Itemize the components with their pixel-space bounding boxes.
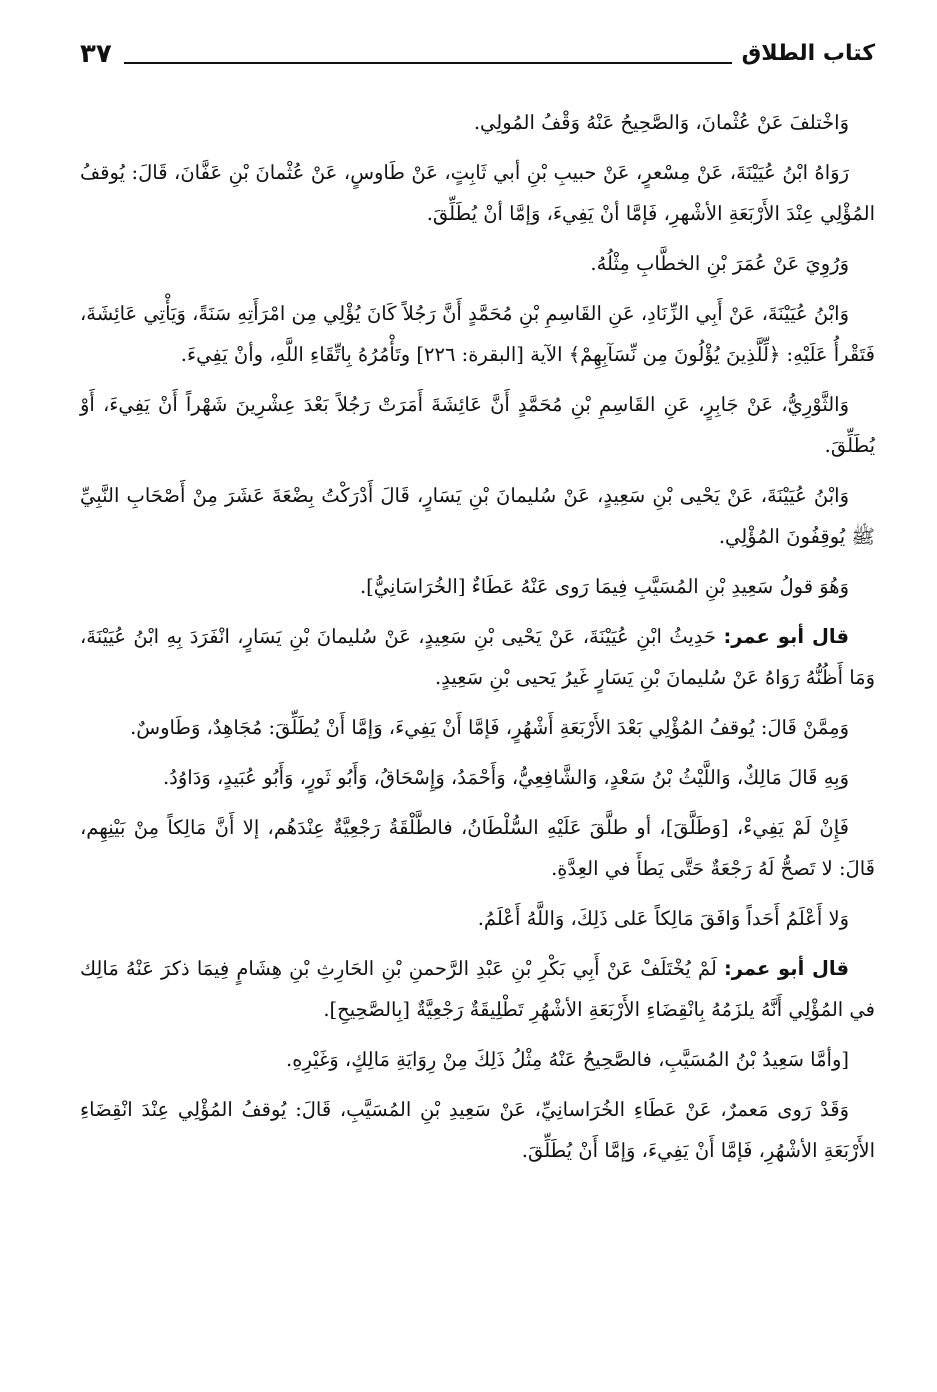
paragraph [80, 243, 875, 284]
paragraph-text: وَمِمَّنْ قَالَ: يُوقفُ المُؤْلِي بَعْدَ الأَرْبَعَةِ أَشْهُرٍ، فَإمَّا أَنْ يَفِيءَ، وَإمَّا أَنْ يُطَلِّقَ: مُجَاهِدٌ، وَطَاوسٌ. [130, 716, 849, 739]
paragraph-text: وَاخْتلفَ عَنْ عُثْمانَ، وَالصَّحِيحُ عَنْهُ وَقْفُ المُولِي. [473, 111, 849, 134]
paragraph [80, 1039, 875, 1080]
paragraph-text: وَابْنُ عُيَيْنَةَ، عَنْ أَبِي الزِّنَادِ، عَنِ القَاسِمِ بْنِ مُحَمَّدٍ أَنَّ رَجُلاً كَانَ يُؤْلِي مِن امْرَأَتِهِ سَنَةً، وَيَأْتِي عَائِشَةَ، فَتَقْرأُ عَلَيْهِ: ﴿لِّلَّذِينَ يُؤْلُونَ مِن نِّسَآبِهِمْ﴾ الآية [البقرة: ٢٢٦] وتَأْمُرُهُ بِاتِّقَاءِ اللَّهِ، وأنْ يَفِيءَ. [80, 302, 875, 366]
running-header [80, 28, 875, 68]
paragraph [80, 898, 875, 939]
paragraph-text: رَوَاهُ ابْنُ عُيَيْنَةَ، عَنْ مِسْعرٍ، عَنْ حبيبِ بْنِ أبي ثَابِتٍ، عَنْ طَاوسٍ، عَنْ عُثْمانَ بْنِ عَفَّانَ، قَالَ: يُوقفُ المُؤْلِي عِنْدَ الأَرْبَعَةِ الأشْهرِ، فَإمَّا أنْ يَفِيءَ، وَإمَّا أنْ يُطَلِّقَ. [80, 161, 875, 225]
paragraph [80, 948, 875, 1030]
paragraph-text: لَمْ يُخْتَلَفْ عَنْ أَبِي بَكْرِ بْنِ عَبْدِ الرَّحمنِ بْنِ الحَارِثِ بْنِ هِشَامٍ فِيمَا ذكرَ عَنْهُ مَالِك في المُؤْلِي أَنَّهُ يلزَمُهُ بِانْقِضَاءِ الأَرْبَعَةِ الأشْهُرِ تَطْلِيقَةٌ رَجْعِيَّةٌ [بِالصَّحِيحِ]. [80, 957, 875, 1021]
paragraph [80, 475, 875, 557]
paragraph [80, 102, 875, 143]
paragraph [80, 807, 875, 889]
paragraph-text: وَابْنُ عُيَيْنَةَ، عَنْ يَحْيى بْنِ سَعِيدٍ، عَنْ سُليمانَ بْنِ يَسَارٍ، قَالَ أَدْرَكْتُ بِضْعَةَ عَشَرَ مِنْ أَصْحَابِ النَّبِيِّ ﷺ يُوقِفُونَ المُؤْلِي. [80, 484, 875, 548]
paragraph-text: وَرُوِيَ عَنْ عُمَرَ بْنِ الخطَّابِ مِثْلُهُ. [590, 252, 849, 275]
page-body [80, 102, 875, 1171]
paragraph [80, 757, 875, 798]
paragraph-text: وَالثَّوْرِيُّ، عَنْ جَابِرٍ، عَنِ القَاسِمِ بْنِ مُحَمَّدٍ أَنَّ عَائِشَةَ أَمَرَتْ رَجُلاً بَعْدَ عِشْرِينَ شَهْراً أَنْ يَفِيءَ، أَوْ يُطَلِّقَ. [80, 393, 875, 457]
paragraph [80, 152, 875, 234]
paragraph-text: حَدِيثُ ابْنِ عُيَيْنَةَ، عَنْ يَحْيى بْنِ سَعِيدٍ، عَنْ سُليمانَ بْنِ يَسَارٍ، انْفَرَدَ بِهِ ابْنُ عُيَيْنَةَ، وَمَا أَظُنُّهُ رَوَاهُ عَنْ سُليمانَ بْنِ يَسَارٍ غَيرُ يَحيى بْنِ سَعِيدٍ. [80, 625, 875, 689]
paragraph-text: وَبِهِ قَالَ مَالِكٌ، وَاللَّيْثُ بْنُ سَعْدٍ، وَالشَّافِعِيُّ، وَأَحْمَدُ، وَإِسْحَاقُ، وَأَبُو ثَورٍ، وَأَبُو عُبَيدٍ، وَدَاوُدُ. [162, 766, 849, 789]
speaker-lead: قال أبو عمر: [723, 625, 849, 648]
paragraph [80, 384, 875, 466]
paragraph [80, 707, 875, 748]
paragraph-text: وَهُوَ قولُ سَعِيدِ بْنِ المُسَيَّبِ فِيمَا رَوى عَنْهُ عَطَاءٌ [الخُرَاسَانِيُّ]. [359, 575, 849, 598]
speaker-lead: قال أبو عمر: [724, 957, 849, 980]
header-rule [124, 62, 732, 64]
paragraph [80, 616, 875, 698]
paragraph-text: [وأمَّا سَعِيدُ بْنُ المُسَيَّبِ، فالصَّحِيحُ عَنْهُ مِثْلُ ذَلِكَ مِنْ رِوَايَةِ مَالِكٍ، وَغَيْرِهِ. [286, 1048, 849, 1071]
paragraph-text: وَقَدْ رَوى مَعمرٌ، عَنْ عَطَاءِ الخُرَاسانِيِّ، عَنْ سَعِيدِ بْنِ المُسَيَّبِ، قَالَ: يُوقفُ المُؤْلِي عِنْدَ انْقِضَاءِ الأَرْبَعَةِ الأشْهُرِ، فَإمَّا أَنْ يَفِيءَ، وَإمَّا أَنْ يُطَلِّقَ. [80, 1098, 875, 1162]
paragraph [80, 566, 875, 607]
paragraph-text: وَلا أَعْلَمُ أَحَداً وَافَقَ مَالِكاً عَلى ذَلِكَ، وَاللَّهُ أَعْلَمُ. [477, 907, 849, 930]
page-number: ٣٧ [80, 39, 112, 69]
book-title: كتاب الطلاق [741, 41, 875, 66]
paragraph-text: فَإِنْ لَمْ يَفِيءْ، [وَطَلَّقَ]، أو طلَّقَ عَلَيْهِ السُّلْطَانُ، فالطَّلْقَةُ رَجْعِيَّةٌ عِنْدَهُم، إلا أَنَّ مَالِكاً مِنْ بَيْنِهِم، قَالَ: لا تَصحُّ لَهُ رَجْعَةٌ حَتَّى يَطأَ في العِدَّةِ. [80, 816, 875, 880]
paragraph [80, 293, 875, 375]
paragraph [80, 1089, 875, 1171]
